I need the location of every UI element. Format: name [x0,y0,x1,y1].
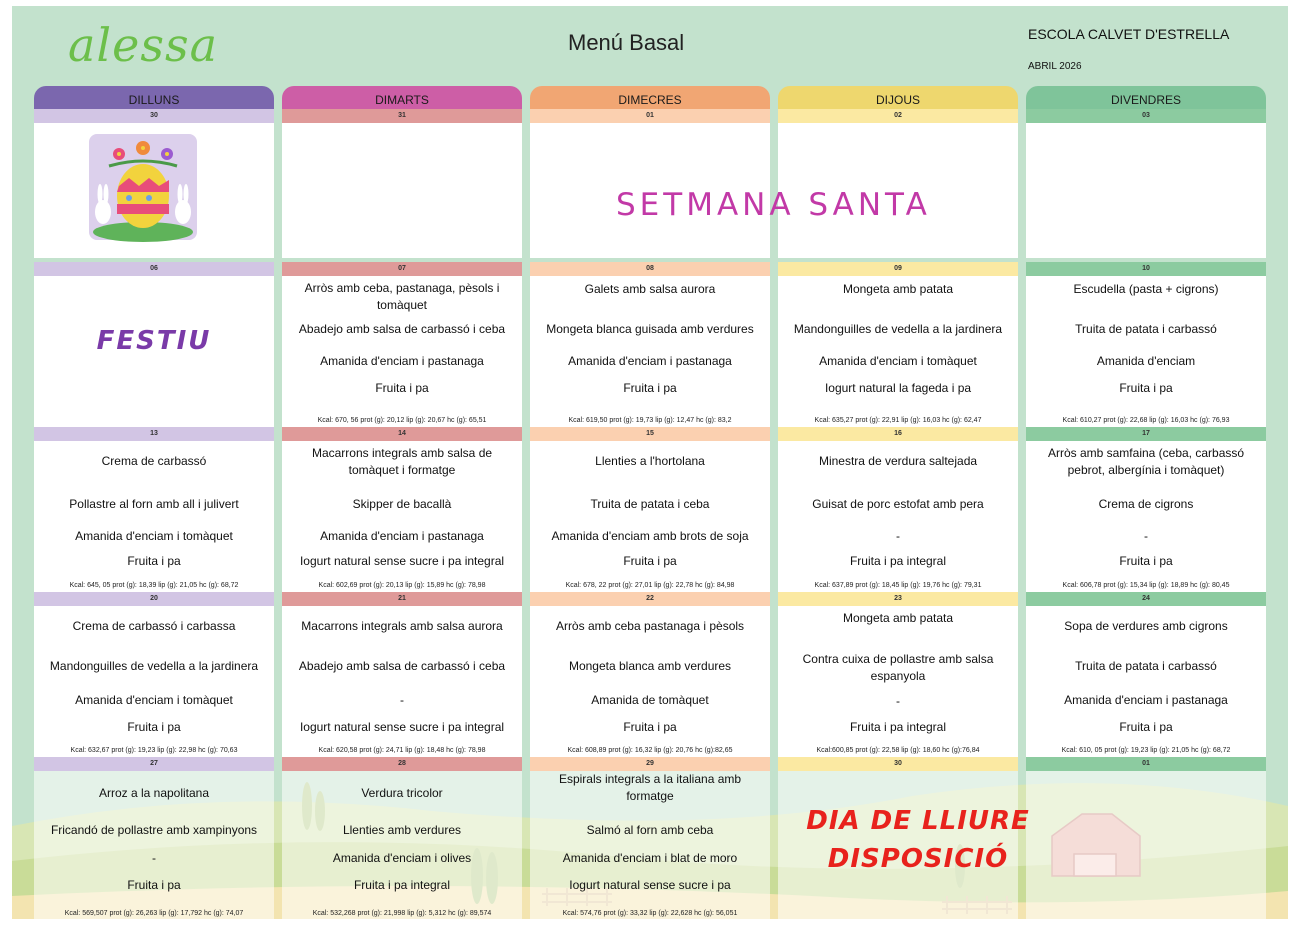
dish-3: Amanida d'enciam i olives [332,851,472,865]
dish-4: Fruita i pa [127,554,181,568]
dish-3: Amanida d'enciam i tomàquet [75,529,233,543]
menu-body [282,123,522,258]
dish-2: Truita de patata i carbassó [1075,659,1217,673]
day-number: 03 [1026,109,1266,123]
day-number: 07 [282,262,522,276]
dish-1: Crema de carbassó [101,454,207,468]
dish-3: Amanida d'enciam i pastanaga [1064,693,1228,707]
day-cell-dimecres [530,427,770,592]
dish-3: - [896,694,900,708]
dish-3: Amanida d'enciam i tomàquet [75,693,233,707]
menu-body [282,771,522,919]
dish-3: Amanida d'enciam i tomàquet [819,354,977,368]
day-number: 31 [282,109,522,123]
day-cell-dimecres [530,592,770,757]
day-number: 08 [530,262,770,276]
dish-4: Fruita i pa [375,381,429,395]
dia-lliure-disposicio-banner [778,802,1058,878]
dish-4: Fruita i pa integral [353,878,451,892]
menu-body [34,276,274,427]
nutrition-info: Kcal: 670, 56 prot (g): 20,12 lip (g): 20,67 hc (g): 65,51 [317,417,487,424]
nutrition-info: Kcal: 610, 05 prot (g): 19,23 lip (g): 21,05 hc (g): 68,72 [1061,747,1231,754]
menu-body [1026,276,1266,427]
dish-1: Arròs amb samfaina (ceba, carbassó pebrot, albergínia i tomàquet) [1047,446,1245,477]
day-number: 01 [1026,757,1266,771]
dish-3: - [896,529,900,543]
nutrition-info: Kcal: 610,27 prot (g): 22,68 lip (g): 16,03 hc (g): 76,93 [1062,417,1230,424]
day-cell-dijous [778,592,1018,757]
nutrition-info: Kcal: 574,76 prot (g): 33,32 lip (g): 22,628 hc (g): 56,051 [562,910,738,917]
dish-2: Abadejo amb salsa de carbassó i ceba [298,659,506,673]
dish-4: Iogurt natural la fageda i pa [824,381,972,395]
month-label: ABRIL 2026 [1028,61,1082,72]
dish-2: Abadejo amb salsa de carbassó i ceba [298,322,506,336]
dish-2: Llenties amb verdures [342,823,462,837]
menu-body [282,606,522,757]
nutrition-info: Kcal: 635,27 prot (g): 22,91 lip (g): 16,03 hc (g): 62,47 [814,417,982,424]
day-cell-dilluns [34,262,274,427]
dish-2: Pollastre al forn amb all i julivert [69,497,239,511]
day-number: 28 [282,757,522,771]
day-header-dijous: DIJOUS [778,86,1018,109]
dish-4: Fruita i pa [1119,720,1173,734]
dish-4: Fruita i pa [127,720,181,734]
day-header-dilluns: DILLUNS [34,86,274,109]
school-name: ESCOLA CALVET D'ESTRELLA [1028,26,1230,42]
dish-4: Fruita i pa [623,720,677,734]
day-number: 20 [34,592,274,606]
menu-body [778,606,1018,757]
dish-1: Macarrons integrals amb salsa de tomàquet i formatge [311,446,493,477]
dish-4: Fruita i pa [623,554,677,568]
day-cell-dijous [778,262,1018,427]
page-title: Menú Basal [568,30,685,55]
day-number: 29 [530,757,770,771]
nutrition-info: Kcal: 637,89 prot (g): 18,45 lip (g): 19,76 hc (g): 79,31 [814,582,982,589]
dish-4: Fruita i pa [1119,381,1173,395]
dish-1: Crema de carbassó i carbassa [72,619,236,633]
dish-2: Guisat de porc estofat amb pera [812,497,984,511]
menu-body [34,441,274,592]
menu-body [530,441,770,592]
menu-body [530,606,770,757]
dish-3: Amanida de tomàquet [591,693,709,707]
menu-sheet [12,6,1288,919]
day-cell-dimecres [530,757,770,919]
dish-4: Fruita i pa [1119,554,1173,568]
day-cell-dilluns [34,757,274,919]
day-number: 10 [1026,262,1266,276]
dish-2: Fricandó de pollastre amb xampinyons [50,823,258,837]
nutrition-info: Kcal: 532,268 prot (g): 21,998 lip (g): 5,312 hc (g): 89,574 [312,910,492,917]
alessa-logo: alessa [68,18,218,72]
day-cell-dimarts [282,592,522,757]
day-number: 30 [34,109,274,123]
dish-1: Arròs amb ceba, pastanaga, pèsols i tomàquet [304,281,500,312]
day-number: 17 [1026,427,1266,441]
nutrition-info: Kcal: 620,58 prot (g): 24,71 lip (g): 18,48 hc (g): 78,98 [318,747,486,754]
day-cell-dimecres [530,262,770,427]
dish-1: Sopa de verdures amb cigrons [1064,619,1228,633]
day-number: 02 [778,109,1018,123]
dish-2: Truita de patata i carbassó [1075,322,1217,336]
dish-2: Truita de patata i ceba [590,497,710,511]
day-cell-dimarts [282,109,522,258]
menu-body [530,771,770,919]
dish-3: Amanida d'enciam i pastanaga [320,529,484,543]
dish-3: - [152,851,156,865]
menu-body [778,276,1018,427]
day-number: 01 [530,109,770,123]
dish-4: Fruita i pa integral [849,720,947,734]
menu-body [1026,606,1266,757]
day-cell-divendres [1026,427,1266,592]
dish-3: Amanida d'enciam amb brots de soja [551,529,749,543]
day-cell-dimarts [282,757,522,919]
dish-4: Iogurt natural sense sucre i pa integral [299,554,505,568]
festiu-banner: FESTIU [96,326,212,356]
day-header-dimarts: DIMARTS [282,86,522,109]
day-cell-dilluns [34,592,274,757]
day-number: 21 [282,592,522,606]
nutrition-info: Kcal: 569,507 prot (g): 26,263 lip (g): 17,792 hc (g): 74,07 [64,910,244,917]
dish-4: Iogurt natural sense sucre i pa [569,878,731,892]
menu-body [34,606,274,757]
dish-2: Mandonguilles de vedella a la jardinera [49,659,259,673]
lliure-line-2: DISPOSICIÓ [827,844,1009,874]
day-number: 23 [778,592,1018,606]
day-number: 15 [530,427,770,441]
menu-body [1026,771,1266,919]
day-cell-divendres [1026,262,1266,427]
dish-3: Amanida d'enciam [1096,354,1196,368]
nutrition-info: Kcal: 678, 22 prot (g): 27,01 lip (g): 22,78 hc (g): 84,98 [565,582,735,589]
day-cell-divendres [1026,109,1266,258]
dish-2: Contra cuixa de pollastre amb salsa espanyola [802,652,994,683]
day-cell-dimecres [530,109,770,258]
nutrition-info: Kcal: 602,69 prot (g): 20,13 lip (g): 15,89 hc (g): 78,98 [318,582,486,589]
menu-body [778,441,1018,592]
day-cell-dimarts [282,427,522,592]
nutrition-info: Kcal: 608,89 prot (g): 16,32 lip (g): 20,76 hc (g):82,65 [567,747,733,754]
nutrition-info: Kcal: 619,50 prot (g): 19,73 lip (g): 12,47 hc (g): 83,2 [568,417,732,424]
dish-4: Fruita i pa integral [849,554,947,568]
dish-2: Skipper de bacallà [352,497,452,511]
menu-body [282,441,522,592]
day-cell-dilluns [34,427,274,592]
menu-body [34,771,274,919]
dish-3: - [400,693,404,707]
dish-2: Crema de cigrons [1098,497,1194,511]
day-number: 27 [34,757,274,771]
day-header-divendres: DIVENDRES [1026,86,1266,109]
dish-2: Mandonguilles de vedella a la jardinera [793,322,1003,336]
dish-1: Mongeta amb patata [842,282,954,296]
dish-4: Iogurt natural sense sucre i pa integral [299,720,505,734]
day-number: 22 [530,592,770,606]
day-cell-dijous [778,109,1018,258]
day-cell-divendres [1026,592,1266,757]
day-header-dimecres: DIMECRES [530,86,770,109]
menu-body [282,276,522,427]
menu-body [1026,123,1266,258]
day-cell-dimarts [282,262,522,427]
dish-3: Amanida d'enciam i pastanaga [568,354,732,368]
day-number: 09 [778,262,1018,276]
dish-3: Amanida d'enciam i blat de moro [562,851,738,865]
day-number: 06 [34,262,274,276]
dish-1: Minestra de verdura saltejada [818,454,978,468]
dish-4: Fruita i pa [127,878,181,892]
dish-3: - [1144,529,1148,543]
day-cell-divendres [1026,757,1266,919]
lliure-line-1: DIA DE LLIURE [806,806,1030,836]
day-number: 30 [778,757,1018,771]
dish-1: Llenties a l'hortolana [595,454,705,468]
dish-2: Mongeta blanca guisada amb verdures [546,322,754,336]
day-cell-dijous [778,427,1018,592]
day-number: 13 [34,427,274,441]
menu-body [1026,441,1266,592]
dish-1: Arroz a la napolitana [98,786,210,800]
dish-1: Escudella (pasta + cigrons) [1073,282,1219,296]
nutrition-info: Kcal: 632,67 prot (g): 19,23 lip (g): 22,98 hc (g): 70,63 [70,747,238,754]
day-number: 16 [778,427,1018,441]
dish-2: Salmó al forn amb ceba [586,823,714,837]
dish-1: Macarrons integrals amb salsa aurora [301,619,503,633]
menu-body [530,276,770,427]
dish-1: Arròs amb ceba pastanaga i pèsols [555,619,745,633]
setmana-santa-banner: SETMANA SANTA [616,187,931,223]
dish-1: Galets amb salsa aurora [584,282,716,296]
day-number: 14 [282,427,522,441]
dish-2: Mongeta blanca amb verdures [568,659,732,673]
nutrition-info: Kcal:600,85 prot (g): 22,58 lip (g): 18,60 hc (g):76,84 [816,747,980,754]
nutrition-info: Kcal: 606,78 prot (g): 15,34 lip (g): 18,89 hc (g): 80,45 [1062,582,1230,589]
dish-1: Mongeta amb patata [842,611,954,625]
easter-egg-illustration [89,134,197,244]
dish-3: Amanida d'enciam i pastanaga [320,354,484,368]
day-number: 24 [1026,592,1266,606]
dish-4: Fruita i pa [623,381,677,395]
dish-1: Espirals integrals a la italiana amb formatge [558,772,742,803]
dish-1: Verdura tricolor [361,786,443,800]
nutrition-info: Kcal: 645, 05 prot (g): 18,39 lip (g): 21,05 hc (g): 68,72 [69,582,239,589]
